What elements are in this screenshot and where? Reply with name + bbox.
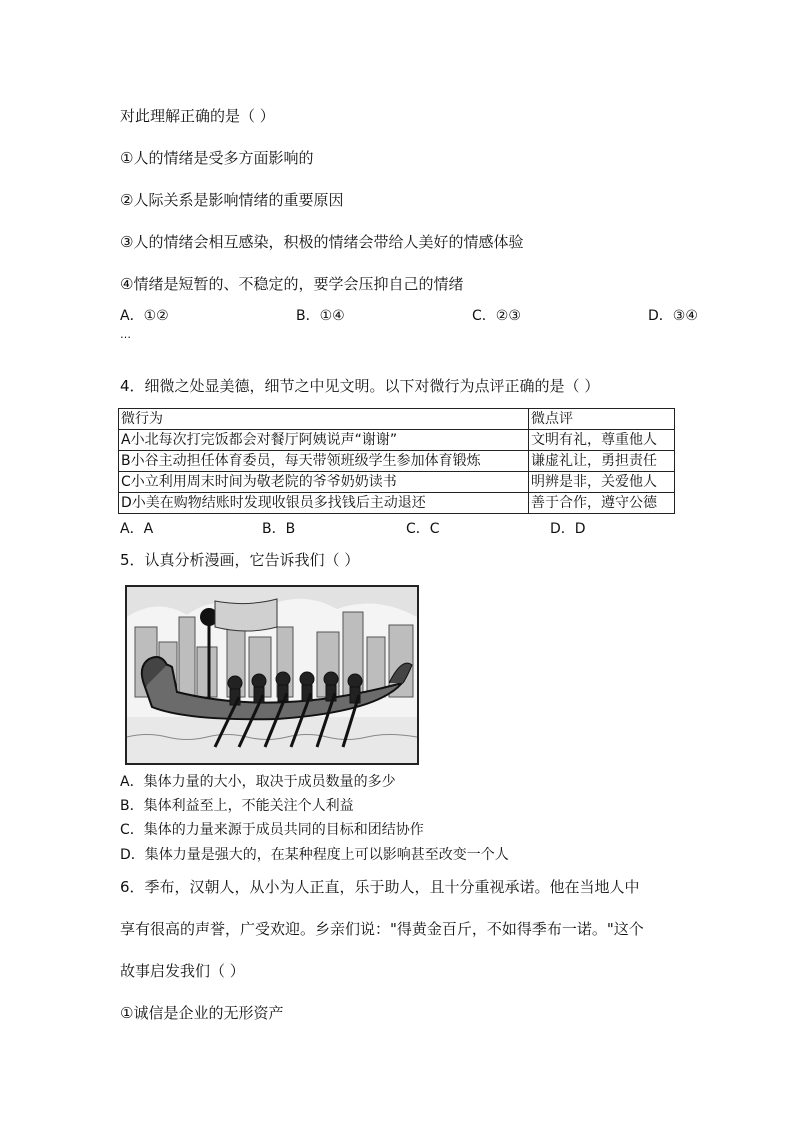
q3-stem: 对此理解正确的是（ ）: [120, 107, 275, 125]
q4-stem: 4．细微之处显美德，细节之中见文明。以下对微行为点评正确的是（ ）: [120, 377, 600, 395]
comment-cell: 明辨是非，关爱他人: [529, 472, 675, 493]
q4-table: [118, 408, 675, 514]
behavior-cell: A小北每次打完饭都会对餐厅阿姨说声“谢谢”: [119, 430, 529, 451]
q5-option-a: A．集体力量的大小，取决于成员数量的多少: [120, 774, 396, 790]
q3-ellipsis: …: [120, 328, 131, 341]
q6-line-3: 故事启发我们（ ）: [120, 962, 245, 980]
table-row: [119, 430, 675, 451]
behavior-cell: B小谷主动担任体育委员，每天带领班级学生参加体育锻炼: [119, 451, 529, 472]
comment-cell: 文明有礼，尊重他人: [529, 430, 675, 451]
behavior-cell: D小美在购物结账时发现收银员多找钱后主动退还: [119, 493, 529, 514]
q5-stem: 5．认真分析漫画，它告诉我们（ ）: [120, 551, 360, 569]
behavior-cell: C小立利用周末时间为敬老院的爷爷奶奶读书: [119, 472, 529, 493]
q4-option-b: B．B: [262, 521, 296, 537]
q3-statement-1: ①人的情绪是受多方面影响的: [120, 149, 314, 167]
q3-option-c: C．②③: [472, 308, 521, 324]
header-cell-behavior: 微行为: [119, 409, 529, 430]
q5-option-d: D．集体力量是强大的，在某种程度上可以影响甚至改变一个人: [120, 847, 509, 863]
q3-statement-4: ④情绪是短暂的、不稳定的，要学会压抑自己的情绪: [120, 275, 464, 293]
table-row: [119, 451, 675, 472]
dragon-boat-cartoon: [125, 585, 419, 765]
q3-statement-3: ③人的情绪会相互感染，积极的情绪会带给人美好的情感体验: [120, 233, 524, 251]
q3-option-b: B．①④: [296, 308, 345, 324]
q3-option-d: D．③④: [648, 308, 698, 324]
q4-option-a: A．A: [120, 521, 154, 537]
q6-line-1: 6．季布，汉朝人，从小为人正直，乐于助人，且十分重视承诺。他在当地人中: [120, 878, 640, 896]
table-row: [119, 493, 675, 514]
q6-line-2: 享有很高的声誉，广受欢迎。乡亲们说："得黄金百斤，不如得季布一诺。"这个: [120, 920, 644, 938]
q5-option-c: C．集体的力量来源于成员共同的目标和团结协作: [120, 822, 424, 838]
comment-cell: 善于合作，遵守公德: [529, 493, 675, 514]
q4-option-c: C．C: [406, 521, 440, 537]
table-row: [119, 472, 675, 493]
q4-option-d: D．D: [550, 521, 586, 537]
comment-cell: 谦虚礼让，勇担责任: [529, 451, 675, 472]
header-cell-comment: 微点评: [529, 409, 675, 430]
q5-option-b: B．集体利益至上，不能关注个人利益: [120, 798, 354, 814]
q6-statement-1: ①诚信是企业的无形资产: [120, 1004, 284, 1022]
q3-option-a: A．①②: [120, 308, 169, 324]
q3-statement-2: ②人际关系是影响情绪的重要原因: [120, 191, 344, 209]
table-header-row: [119, 409, 675, 430]
